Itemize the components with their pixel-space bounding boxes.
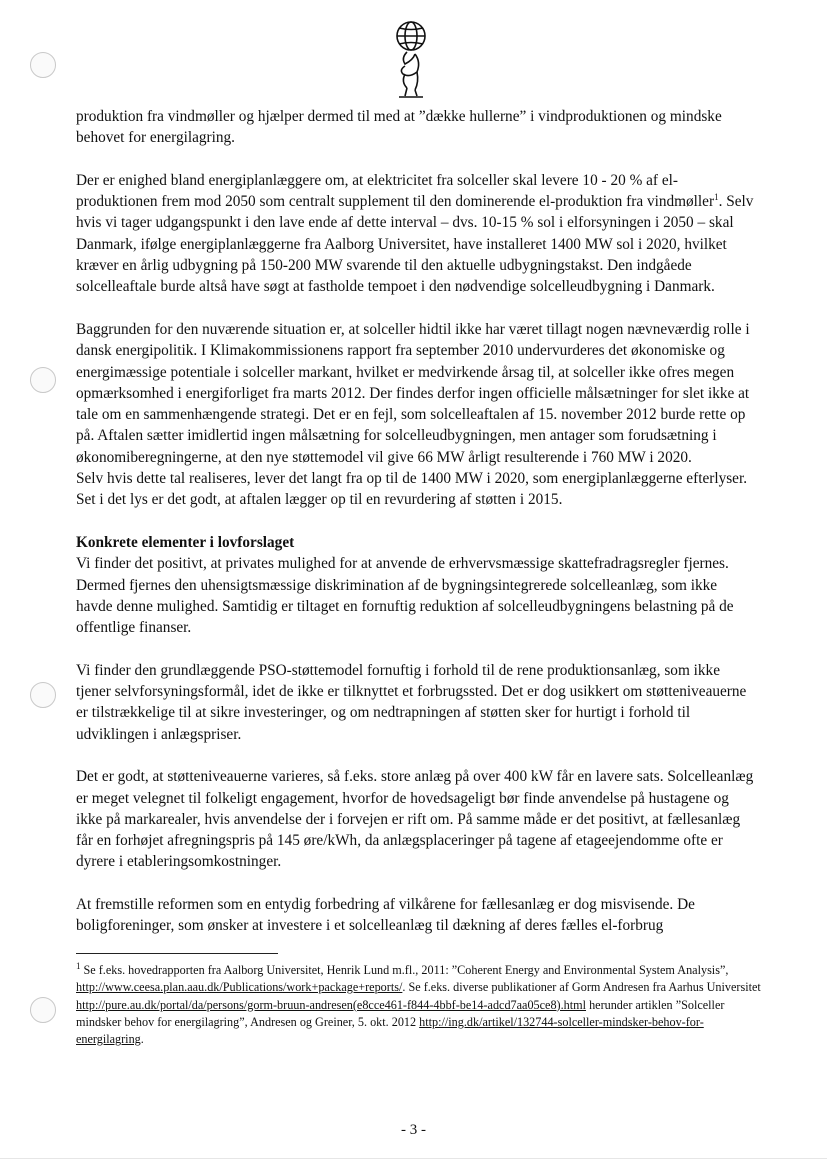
punch-hole: [30, 52, 56, 78]
punch-hole: [30, 997, 56, 1023]
paragraph: At fremstille reformen som en entydig forbedring af vilkårene for fællesanlæg er dog misvisende. De boligforeninger, som ønsker at investere i et solcelleanlæg til dækning af deres fælles el-forbrug: [76, 895, 695, 935]
footnote-divider: [76, 953, 278, 954]
footnote-text: . Se f.eks. diverse publikationer af Gorm Andresen fra Aarhus Universitet: [402, 980, 761, 995]
footnote-text: Se f.eks. hovedrapporten fra Aalborg Universitet, Henrik Lund m.fl., 2011: ”Coherent Energy and Environmental System Analysis”,: [83, 963, 729, 977]
paragraph-text: . Selv hvis vi tager udgangspunkt i den lave ende af dette interval – dvs. 10-15 % sol i elforsyningen i 2050 – skal Danmark, ifølge energiplanlæggerne fra Aalborg Universitet, have installeret 1400 MW sol i 2020, hvilket kræver en årlig udbygning på 150-200 MW svarende til den aktuelle udbygningstakst. Den indgåede solcelleaftale burde altså have søgt at fastholde tempoet i den nødvendige solcelleudbygning i Danmark.: [76, 193, 754, 296]
body-text: [76, 106, 756, 958]
punch-hole: [30, 682, 56, 708]
atlas-globe-logo-icon: [383, 18, 439, 104]
page-bottom-edge: [0, 1158, 827, 1159]
footnote: [76, 962, 766, 1048]
paragraph: Vi finder den grundlæggende PSO-støttemodel fornuftig i forhold til de rene produktionsanlæg, som ikke tjener selvforsyningsformål, idet de ikke er tilknyttet et forbrugssted. Det er dog usikkert om støtteniveauerne er tilstrækkelige til at sikre investeringer, og om nedtrapningen af støtten sker for hurtigt i forhold til udviklingen i anlægspriser.: [76, 661, 747, 743]
paragraph: Vi finder det positivt, at privates mulighed for at anvende de erhvervsmæssige skattefradragsregler fjernes. Dermed fjernes den uhensigtsmæssige diskrimination af de bygningsintegrerede solcelleanlæg, som ikke havde denne mulighed. Samtidig er tiltaget en fornuftig reduktion af solcelleudbygningens belastning på de offentlige finanser.: [76, 555, 734, 637]
paragraph: produktion fra vindmøller og hjælper dermed til med at ”dække hullerne” i vindproduktionen og mindske behovet for energilagring.: [76, 108, 722, 147]
paragraph: [76, 170, 756, 298]
paragraph: Det er godt, at støtteniveauerne varieres, så f.eks. store anlæg på over 400 kW får en lavere sats. Solcelleanlæg er meget velegnet til folkeligt engagement, hvorfor de hovedsageligt bør finde anvendelse på hustagene og ikke på markarealer, hvis anvendelse der i forvejen er rift om. På samme måde er det positivt, at fællesanlæg får en forhøjet afregningspris på 145 øre/kWh, da anlægsplaceringer på tagene af etageejendomme ofte er dyrere i etableringsomkostninger.: [76, 768, 754, 871]
footnote-number: 1: [76, 960, 81, 971]
footnote-link-ing[interactable]: http://ing.dk/artikel/132744-solceller-mindsker-behov-for-energilagring: [76, 1014, 704, 1047]
footnote-text: .: [140, 1032, 144, 1047]
paragraph: Baggrunden for den nuværende situation er, at solceller hidtil ikke har været tillagt nogen nævneværdig rolle i dansk energipolitik. I Klimakommissionens rapport fra september 2010 undervurderes det økonomiske og energimæssige potentiale i solceller markant, hvilket er medvirkende årsag til, at solceller ikke ofres megen opmærksomhed i energiforliget fra marts 2012. Der findes derfor ingen officielle målsætninger for slet ikke at tale om en sammenhængende strategi. Det er en fejl, som solcelleaftalen af 15. november 2012 burde rette op på. Aftalen sætter imidlertid ingen målsætning for solcelleudbygningen, men antager som forudsætning i økonomiberegningerne, at den nye støttemodel vil give 66 MW årligt resulterende i 760 MW i 2020.: [76, 320, 750, 466]
paragraph-text: Der er enighed bland energiplanlæggere om, at elektricitet fra solceller skal levere 10 - 20 % af el-produktionen frem mod 2050 som centralt supplement til den dominerende el-produktion fra vindmøller: [76, 171, 715, 211]
punch-hole: [30, 367, 56, 393]
paragraph: Selv hvis dette tal realiseres, lever det langt fra op til de 1400 MW i 2020, som energiplanlæggerne efterlyser. Set i det lys er det godt, at aftalen lægger op til en revurdering af støtten i 2015.: [76, 470, 748, 509]
footnote-link-ceesa[interactable]: http://www.ceesa.plan.aau.dk/Publications/work+package+reports/: [76, 980, 403, 995]
page-number: - 3 -: [401, 1122, 426, 1138]
footnote-link-pure-au[interactable]: http://pure.au.dk/portal/da/persons/gorm-bruun-andresen(e8cce461-f844-4bbf-be14-adcd7aa05ce8).html: [76, 997, 587, 1012]
footnote-text: herunder artiklen ”Solceller mindsker behov for energilagring”, Andresen og Greiner, 5. okt. 2012: [76, 997, 725, 1029]
footnote-reference: 1: [714, 192, 719, 203]
section-heading: Konkrete elementer i lovforslaget: [76, 533, 295, 551]
